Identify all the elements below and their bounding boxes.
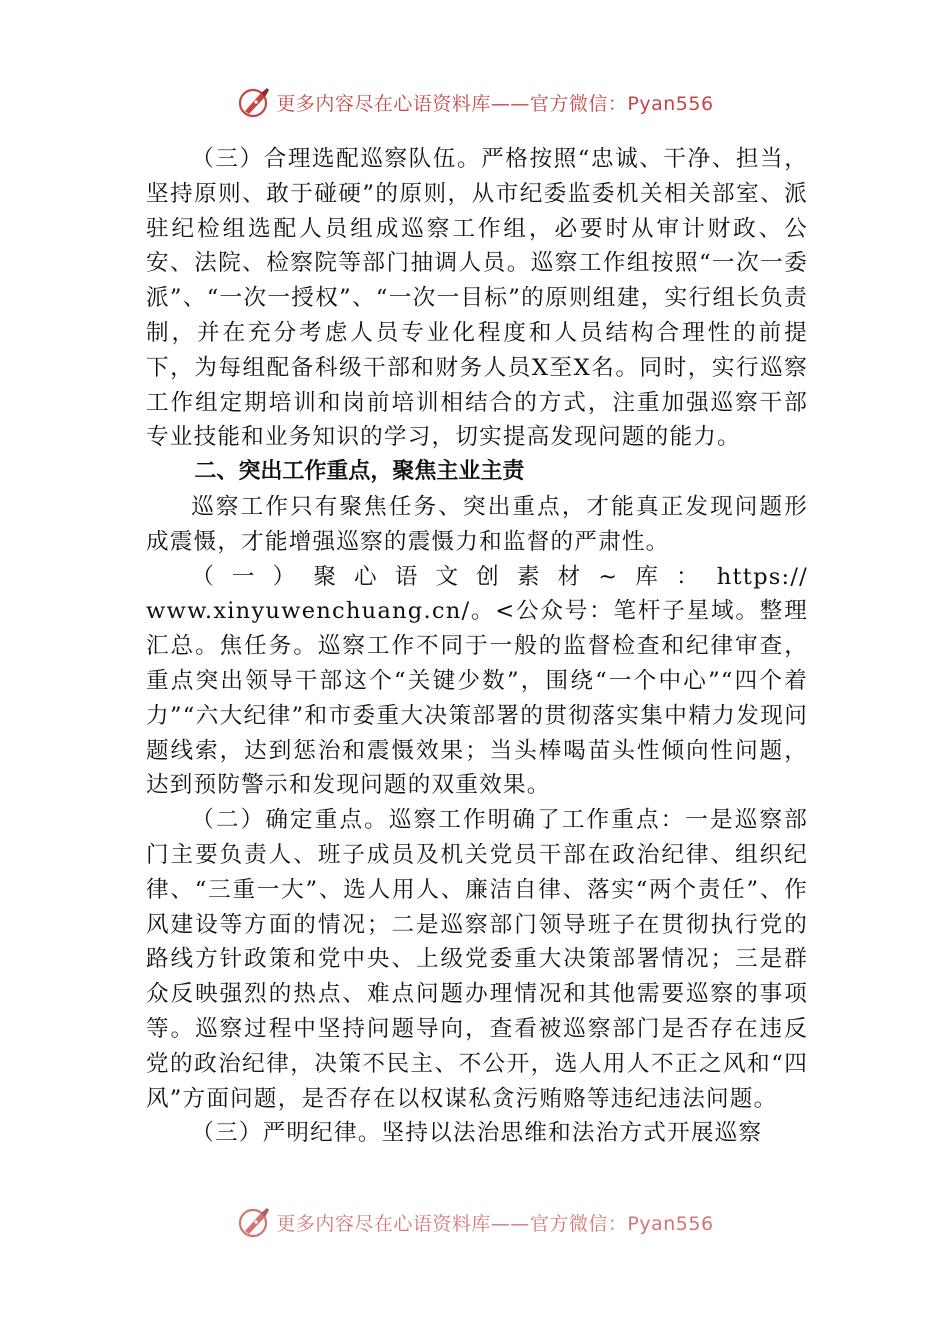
paragraph-focus-body: www.xinyuwenchuang.cn/。<公众号：笔杆子星域。整理汇总。焦任务。巡察工作不同于一般的监督检查和纪律审查，重点突出领导干部这个“关键少数”，围绕“一个中心”“四个着力”“六大纪律”和市委重大决策部署的贯彻落实集中精力发现问题线索，达到惩治和震慑效果；当头棒喝苗头性倾向性问题，达到预防警示和发现问题的双重效果。 bbox=[146, 598, 808, 799]
paragraph-text: 巡察工作明确了工作重点：一是巡察部门主要负责人、班子成员及机关党员干部在政治纪律、组织纪律、“三重一大”、选人用人、廉洁自律、落实“两个责任”、作风建设等方面的情况；二是巡察部门领导班子在贯彻执行党的路线方针政策和党中央、上级党委重大决策部署情况；三是群众反映强烈的热点、难点问题办理情况和其他需要巡察的事项等。巡察过程中坚持问题导向，查看被巡察部门是否存在违反党的政治纪律，决策不民主、不公开，选人用人不正之风和“四风”方面问题，是否存在以权谋私贪污贿赂等违纪违法问题。 bbox=[146, 807, 808, 1112]
header-watermark-banner bbox=[0, 82, 950, 122]
paragraph-text: 坚持以法治思维和法治方式开展巡察 bbox=[381, 1120, 763, 1147]
document-body bbox=[146, 142, 808, 1151]
paragraph-focus-first-line: （一）聚心语文创素材~库：https:// bbox=[191, 563, 808, 590]
paragraph-discipline bbox=[146, 1116, 808, 1151]
paragraph-team-selection bbox=[146, 142, 808, 455]
paragraph-key-points bbox=[146, 803, 808, 1116]
footer-watermark-banner bbox=[0, 1202, 950, 1242]
fountain-pen-logo-icon bbox=[236, 84, 272, 120]
banner-text: 更多内容尽在心语资料库——官方微信：Pyan556 bbox=[276, 1212, 714, 1235]
fountain-pen-logo-icon bbox=[236, 1204, 272, 1240]
subheading-label: （二）确定重点。 bbox=[191, 807, 389, 834]
section-heading: 二、突出工作重点，聚焦主业主责 bbox=[194, 459, 525, 485]
subheading-label: （三）合理选配巡察队伍。 bbox=[191, 146, 482, 172]
banner-text: 更多内容尽在心语资料库——官方微信：Pyan556 bbox=[276, 92, 714, 115]
paragraph-intro: 巡察工作只有聚焦任务、突出重点，才能真正发现问题形成震慑，才能增强巡察的震慑力和监督的严肃性。 bbox=[146, 493, 808, 555]
paragraph-text: 严格按照“忠诚、干净、担当，坚持原则、敢于碰硬”的原则，从市纪委监委机关相关部室、派驻纪检组选配人员组成巡察工作组，必要时从审计财政、公安、法院、检察院等部门抽调人员。巡察工作组按照“一次一委派”、“一次一授权”、“一次一目标”的原则组建，实行组长负责制，并在充分考虑人员专业化程度和人员结构合理性的前提下，为每组配备科级干部和财务人员X至X名。同时，实行巡察工作组定期培训和岗前培训相结合的方式，注重加强巡察干部专业技能和业务知识的学习，切实提高发现问题的能力。 bbox=[146, 146, 808, 451]
subheading-label: （三）严明纪律。 bbox=[191, 1120, 382, 1147]
